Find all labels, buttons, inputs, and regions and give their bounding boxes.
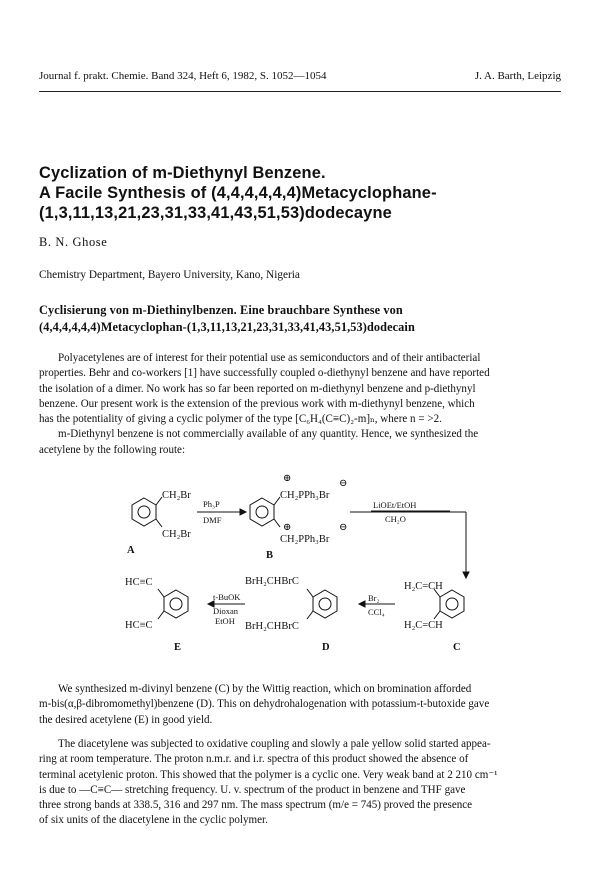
title-line: Cyclization of m-Diethynyl Benzene. — [39, 164, 326, 182]
affiliation: Chemistry Department, Bayero University, Kano, Nigeria — [39, 269, 300, 281]
text-line: ring at room temperature. The proton n.m.r. and i.r. spectra of this product showed the absence of — [39, 753, 469, 766]
reagent-dioxan: Dioxan — [213, 606, 239, 616]
header-rule — [39, 91, 561, 92]
title-line: A Facile Synthesis of (4,4,4,4,4,4)Metacyclophane- — [39, 184, 437, 202]
text-line: m-bis(α,β-dibromomethyl)benzene (D). This on dehydrohalogenation with potassium-t-butoxide gave — [39, 698, 490, 711]
german-title — [39, 302, 415, 336]
journal-citation: Journal f. prakt. Chemie. Band 324, Heft 6, 1982, S. 1052—1054 — [39, 70, 327, 82]
text-line: m-Diethynyl benzene is not commercially available of any quantity. Hence, we synthesized the — [58, 428, 479, 441]
german-title-line: Cyclisierung von m-Diethinylbenzen. Eine brauchbare Synthese von — [39, 303, 403, 317]
compound-label-a: A — [127, 545, 135, 556]
a-substituent-bottom: CH₂Br — [162, 529, 191, 540]
running-header — [39, 70, 561, 86]
intro-paragraph — [39, 351, 560, 458]
a-substituent-top: CH₂Br — [162, 490, 191, 501]
compound-label-d: D — [322, 642, 330, 653]
text-line: benzene. Our present work is the extension of the previous work with m-diethynyl benzene, which — [39, 397, 475, 410]
text-line: The diacetylene was subjected to oxidative coupling and slowly a pale yellow solid started appea- — [58, 738, 491, 750]
reagent-lioet: LiOEt/EtOH — [373, 500, 417, 510]
body-paragraph-2 — [39, 737, 560, 829]
e-substituent-bottom: HC≡C — [125, 620, 153, 631]
benzene-ring-b — [250, 497, 280, 527]
text-line: properties. Behr and co-workers [1] have successfully coupled o-diethynyl benzene and have reported — [39, 367, 490, 380]
compound-label-e: E — [174, 642, 182, 653]
c-substituent-bottom: H₂C=CH — [404, 620, 443, 631]
text-line: terminal acetylenic proton. This showed that the polymer is a cyclic one. Very weak band at 2 210 cm⁻¹ — [39, 768, 498, 781]
text-line: three strong bands at 338.5, 316 and 297 nm. The mass spectrum (m/e = 745) proved the presence — [39, 799, 473, 812]
text-line: We synthesized m-divinyl benzene (C) by the Wittig reaction, which on bromination afforded — [58, 683, 472, 695]
reagent-dmf: DMF — [203, 515, 222, 525]
reaction-scheme — [0, 455, 600, 655]
b-substituent-top: CH₂PPh₃Br — [280, 490, 330, 501]
c-substituent-top: H₂C=CH — [404, 581, 443, 592]
german-title-line: (4,4,4,4,4,4)Metacyclophan-(1,3,11,13,21,23,31,33,41,43,51,53)dodecain — [39, 320, 415, 334]
text-line: Polyacetylenes are of interest for their potential use as semiconductors and of their antibacterial — [58, 352, 481, 364]
text-line: is due to —C≡C— stretching frequency. U. v. spectrum of the product in benzene and THF gave — [39, 783, 466, 796]
title-line: (1,3,11,13,21,23,31,33,41,43,51,53)dodecayne — [39, 204, 392, 222]
benzene-ring-a — [132, 497, 162, 527]
charge-plus-top: ⊕ — [283, 473, 292, 484]
text-line: acetylene by the following route: — [39, 443, 186, 456]
reagent-tbuok: t-BuOK — [213, 592, 241, 602]
d-substituent-bottom: BrH₂CHBrC — [245, 621, 299, 632]
reagent-ph3p: Ph₃P — [203, 499, 220, 509]
reagent-etoh: EtOH — [215, 616, 235, 626]
b-substituent-bottom: CH₂PPh₃Br — [280, 534, 330, 545]
publisher: J. A. Barth, Leipzig — [474, 70, 561, 82]
text-line: of six units of the diacetylene in the cyclic polymer. — [39, 814, 268, 827]
reagent-ccl4: CCl₄ — [368, 607, 385, 617]
benzene-ring-d — [307, 589, 337, 619]
compound-label-b: B — [266, 550, 274, 561]
charge-minus-bottom: ⊖ — [339, 522, 348, 533]
compound-label-c: C — [453, 642, 461, 653]
reagent-ch2o: CH₂O — [385, 514, 406, 524]
text-line: the isolation of a dimer. No work has so far been reported on m-diethynyl benzene and p-diethynyl — [39, 382, 476, 395]
benzene-ring-e — [158, 589, 188, 619]
author: B. N. Ghose — [39, 235, 108, 249]
e-substituent-top: HC≡C — [125, 577, 153, 588]
benzene-ring-c — [434, 589, 464, 619]
reagent-br2: Br₂ — [368, 593, 380, 603]
d-substituent-top: BrH₂CHBrC — [245, 576, 299, 587]
article-title — [39, 163, 559, 223]
charge-plus-bottom: ⊕ — [283, 522, 292, 533]
charge-minus-top: ⊖ — [339, 478, 348, 489]
body-paragraph-1 — [39, 682, 560, 728]
text-line: has the potentiality of giving a cyclic polymer of the type [C₆H₄(C≡C)₂-m]ₙ, where n = >2. — [39, 413, 442, 426]
text-line: the desired acetylene (E) in good yield. — [39, 713, 213, 726]
